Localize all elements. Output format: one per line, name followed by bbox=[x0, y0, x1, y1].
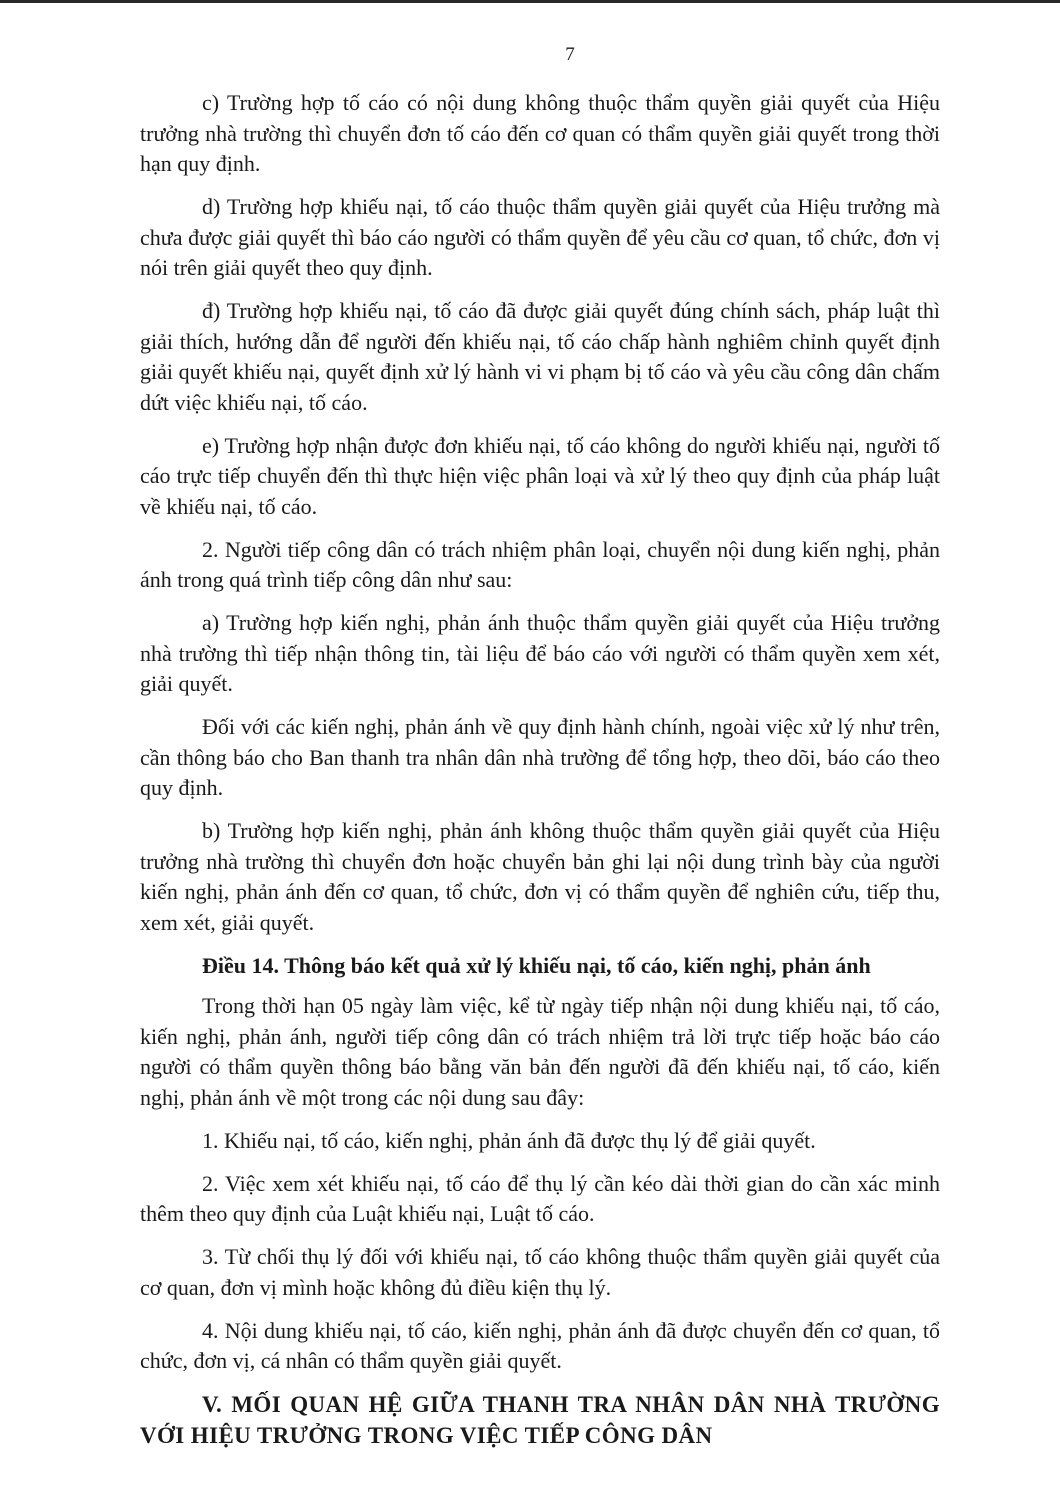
scan-top-edge bbox=[0, 0, 1060, 3]
paragraph-d-chua-giai-quyet: d) Trường hợp khiếu nại, tố cáo thuộc thẩm quyền giải quyết của Hiệu trưởng mà chưa được giải quyết thì báo cáo người có thẩm quyền để yêu cầu cơ quan, tổ chức, đơn vị nói trên giải quyết theo quy định. bbox=[140, 194, 940, 280]
paragraph-e-don-khong-truc-tiep: e) Trường hợp nhận được đơn khiếu nại, tố cáo không do người khiếu nại, người tố cáo trực tiếp chuyển đến thì thực hiện việc phân loại và xử lý theo quy định của pháp luật về khiếu nại, tố cáo. bbox=[140, 432, 940, 519]
paragraph-b-khong-thuoc-tham-quyen: b) Trường hợp kiến nghị, phản ánh không thuộc thẩm quyền giải quyết của Hiệu trưởng nhà trường thì chuyển đơn hoặc chuyển bản ghi lại nội dung trình bày của người kiến nghị, phản ánh đến cơ quan, tổ chức, đơn vị có thẩm quyền để nghiên cứu, tiếp thu, xem xét, giải quyết. bbox=[140, 818, 940, 935]
list-item-4: 4. Nội dung khiếu nại, tố cáo, kiến nghị, phản ánh đã được chuyển đến cơ quan, tổ chức, đơn vị, cá nhân có thẩm quyền giải quyết. bbox=[140, 1317, 940, 1373]
list-item-1: 1. Khiếu nại, tố cáo, kiến nghị, phản ánh đã được thụ lý để giải quyết. bbox=[202, 1127, 816, 1153]
page-number: 7 bbox=[565, 44, 575, 65]
article-14-heading: Điều 14. Thông báo kết quả xử lý khiếu nại, tố cáo, kiến nghị, phản ánh bbox=[202, 952, 871, 978]
document-body bbox=[140, 88, 940, 1451]
list-item-3: 3. Từ chối thụ lý đối với khiếu nại, tố cáo không thuộc thẩm quyền giải quyết của cơ quan, đơn vị mình hoặc không đủ điều kiện thụ lý. bbox=[140, 1244, 940, 1300]
section-v-heading: V. MỐI QUAN HỆ GIỮA THANH TRA NHÂN DÂN NHÀ TRƯỜNG VỚI HIỆU TRƯỞNG TRONG VIỆC TIẾP CÔNG DÂN bbox=[140, 1392, 940, 1448]
paragraph-a-thuoc-tham-quyen: a) Trường hợp kiến nghị, phản ánh thuộc thẩm quyền giải quyết của Hiệu trưởng nhà trường thì tiếp nhận thông tin, tài liệu để báo cáo với người có thẩm quyền xem xét, giải quyết. bbox=[140, 610, 940, 696]
list-item-2: 2. Việc xem xét khiếu nại, tố cáo để thụ lý cần kéo dài thời gian do cần xác minh thêm theo quy định của Luật khiếu nại, Luật tố cáo. bbox=[140, 1170, 940, 1226]
paragraph-quy-dinh-hanh-chinh: Đối với các kiến nghị, phản ánh về quy định hành chính, ngoài việc xử lý như trên, cần thông báo cho Ban thanh tra nhân dân nhà trường để tổng hợp, theo dõi, báo cáo theo quy định. bbox=[140, 714, 940, 800]
paragraph-c-to-cao: c) Trường hợp tố cáo có nội dung không thuộc thẩm quyền giải quyết của Hiệu trưởng nhà trường thì chuyển đơn tố cáo đến cơ quan có thẩm quyền giải quyết trong thời hạn quy định. bbox=[140, 90, 940, 176]
paragraph-thoi-han-05-ngay: Trong thời hạn 05 ngày làm việc, kể từ ngày tiếp nhận nội dung khiếu nại, tố cáo, kiến nghị, phản ánh, người tiếp công dân có trách nhiệm trả lời trực tiếp hoặc báo cáo người có thẩm quyền thông báo bằng văn bản đến người đã đến khiếu nại, tố cáo, kiến nghị, phản ánh về một trong các nội dung sau đây: bbox=[140, 993, 940, 1110]
paragraph-dd-da-giai-quyet: đ) Trường hợp khiếu nại, tố cáo đã được giải quyết đúng chính sách, pháp luật thì giải thích, hướng dẫn để người đến khiếu nại, tố cáo chấp hành nghiêm chỉnh quyết định giải quyết khiếu nại, quyết định xử lý hành vi vi phạm bị tố cáo và yêu cầu công dân chấm dứt việc khiếu nại, tố cáo. bbox=[140, 298, 940, 415]
paragraph-2-phan-loai: 2. Người tiếp công dân có trách nhiệm phân loại, chuyển nội dung kiến nghị, phản ánh trong quá trình tiếp công dân như sau: bbox=[140, 536, 940, 592]
